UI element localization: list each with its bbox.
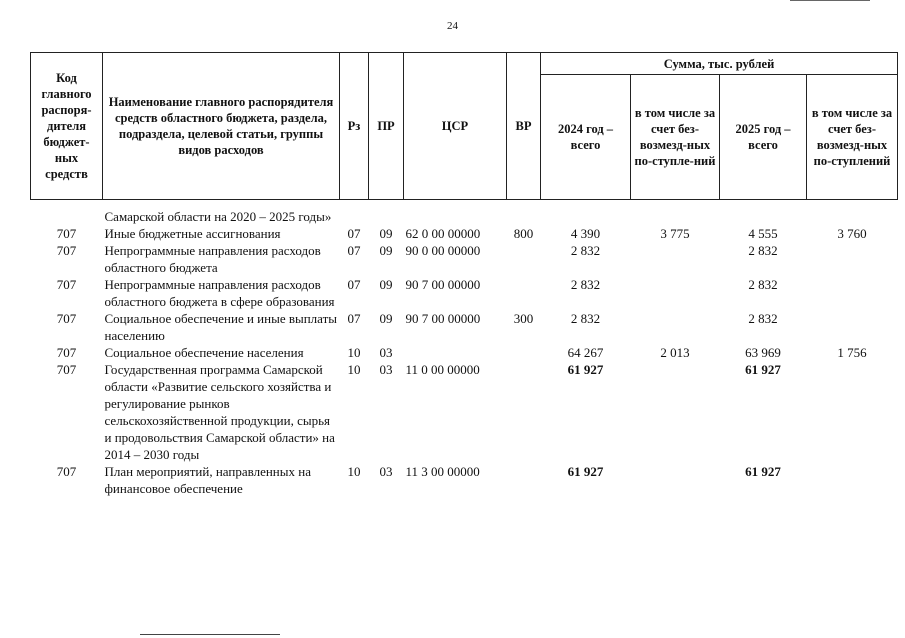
cell-y2025-total: 61 927 [745, 464, 781, 479]
cell-pr: 09 [379, 243, 393, 258]
cell-y2025-free [807, 310, 898, 344]
header-name: Наименование главного распорядителя средств областного бюджета, раздела, подраздела, целевой статьи, группы видов расходов [103, 53, 340, 200]
cell-name: Непрограммные направления расходов областного бюджета [104, 243, 321, 275]
cell-pr: 09 [379, 311, 393, 326]
cell-csr: 90 7 00 00000 [405, 311, 481, 326]
table-header [31, 53, 898, 200]
cell-y2024-total [541, 208, 631, 225]
cell-y2024-free [631, 276, 720, 310]
cell-name: Социальное обеспечение населения [104, 345, 304, 360]
page-number: 24 [447, 20, 458, 32]
cell-y2025-total: 2 832 [748, 277, 778, 292]
header-2024-total: 2024 год – всего [541, 75, 631, 200]
cell-pr: 03 [379, 464, 393, 479]
cell-y2024-free [631, 242, 720, 276]
cell-vr [507, 463, 541, 497]
header-2025-free: в том числе за счет без-возмезд-ных по-ступлений [807, 75, 898, 200]
cell-y2024-free: 3 775 [660, 226, 690, 241]
cell-pr: 03 [379, 362, 393, 377]
cell-code: 707 [56, 243, 77, 258]
cell-y2024-total: 2 832 [570, 311, 601, 326]
cell-rz [340, 208, 369, 225]
cell-csr [404, 208, 507, 225]
cell-rz: 07 [347, 277, 361, 292]
cell-csr: 90 0 00 00000 [405, 243, 481, 258]
cell-vr [507, 208, 541, 225]
cell-pr: 09 [379, 226, 393, 241]
cell-name: Социальное обеспечение и иные выплаты населению [104, 311, 338, 343]
cell-rz: 07 [347, 311, 361, 326]
cell-y2024-total: 61 927 [567, 362, 604, 377]
header-rz: Рз [340, 53, 369, 200]
cell-y2024-total: 4 390 [570, 226, 601, 241]
table-row [31, 344, 898, 361]
cell-y2025-free [807, 463, 898, 497]
cell-vr [507, 361, 541, 463]
header-vr: ВР [507, 53, 541, 200]
cell-y2025-total: 4 555 [748, 226, 778, 241]
cell-y2024-total: 64 267 [567, 345, 604, 360]
cell-y2025-total: 61 927 [745, 362, 781, 377]
cell-name: Непрограммные направления расходов областного бюджета в сфере образования [104, 277, 335, 309]
cell-name: Самарской области на 2020 – 2025 годы» [104, 209, 332, 224]
cell-y2024-total: 61 927 [567, 464, 604, 479]
cell-csr: 11 0 00 00000 [405, 362, 480, 377]
cell-vr [507, 276, 541, 310]
cell-rz: 10 [347, 362, 361, 377]
cell-csr: 62 0 00 00000 [405, 226, 481, 241]
cell-pr: 09 [379, 277, 393, 292]
budget-table-container [30, 52, 898, 497]
cell-code: 707 [56, 345, 77, 360]
cell-code [31, 208, 103, 225]
table-row [31, 242, 898, 276]
cell-code: 707 [56, 464, 77, 479]
cell-y2025-free: 1 756 [837, 345, 867, 360]
cell-vr: 300 [513, 311, 534, 326]
cell-y2025-free [807, 242, 898, 276]
cell-y2024-free [631, 310, 720, 344]
cell-name: Государственная программа Самарской области «Развитие сельского хозяйства и регулирование рынков сельскохозяйственной продукции, сырья и продовольствия Самарской области» на 2014 – 2030 годы [104, 362, 335, 462]
table-row [31, 225, 898, 242]
cell-y2025-total: 63 969 [745, 345, 781, 360]
cell-y2025-total [720, 208, 807, 225]
cell-y2024-total: 2 832 [570, 243, 601, 258]
header-sum-group: Сумма, тыс. рублей [541, 53, 898, 75]
cell-rz: 10 [347, 345, 361, 360]
cell-y2025-free [807, 276, 898, 310]
footnote-rule [140, 634, 280, 635]
spacer-row [31, 200, 898, 209]
cell-y2025-free [807, 208, 898, 225]
header-2024-free: в том числе за счет без-возмезд-ных по-ступле-ний [631, 75, 720, 200]
cell-rz: 07 [347, 243, 361, 258]
cell-y2025-total: 2 832 [748, 311, 778, 326]
cell-pr [369, 208, 404, 225]
cell-vr [507, 242, 541, 276]
cell-y2024-total: 2 832 [570, 277, 601, 292]
header-pr: ПР [369, 53, 404, 200]
table-body [31, 200, 898, 498]
cell-y2024-free: 2 013 [660, 345, 690, 360]
cell-y2024-free [631, 361, 720, 463]
table-row [31, 310, 898, 344]
cell-code: 707 [56, 226, 77, 241]
cell-vr: 800 [513, 226, 534, 241]
table-row [31, 208, 898, 225]
cell-y2025-free: 3 760 [837, 226, 867, 241]
cell-name: Иные бюджетные ассигнования [104, 226, 281, 241]
cell-y2024-free [631, 463, 720, 497]
scan-artifact-line [790, 0, 870, 1]
cell-csr: 90 7 00 00000 [405, 277, 481, 292]
table-row [31, 361, 898, 463]
cell-csr: 11 3 00 00000 [405, 464, 480, 479]
budget-table [30, 52, 898, 497]
cell-rz: 10 [347, 464, 361, 479]
cell-y2025-free [807, 361, 898, 463]
table-row [31, 463, 898, 497]
table-row [31, 276, 898, 310]
header-code: Код главного распоря-дителя бюджет-ных средств [31, 53, 103, 200]
cell-y2025-total: 2 832 [748, 243, 778, 258]
cell-name: План мероприятий, направленных на финансовое обеспечение [104, 464, 311, 496]
cell-vr [507, 344, 541, 361]
cell-y2024-free [631, 208, 720, 225]
cell-code: 707 [56, 277, 77, 292]
cell-pr: 03 [379, 345, 393, 360]
cell-csr [404, 344, 507, 361]
cell-code: 707 [56, 311, 77, 326]
header-2025-total: 2025 год – всего [720, 75, 807, 200]
header-csr: ЦСР [404, 53, 507, 200]
cell-rz: 07 [347, 226, 361, 241]
cell-code: 707 [56, 362, 77, 377]
